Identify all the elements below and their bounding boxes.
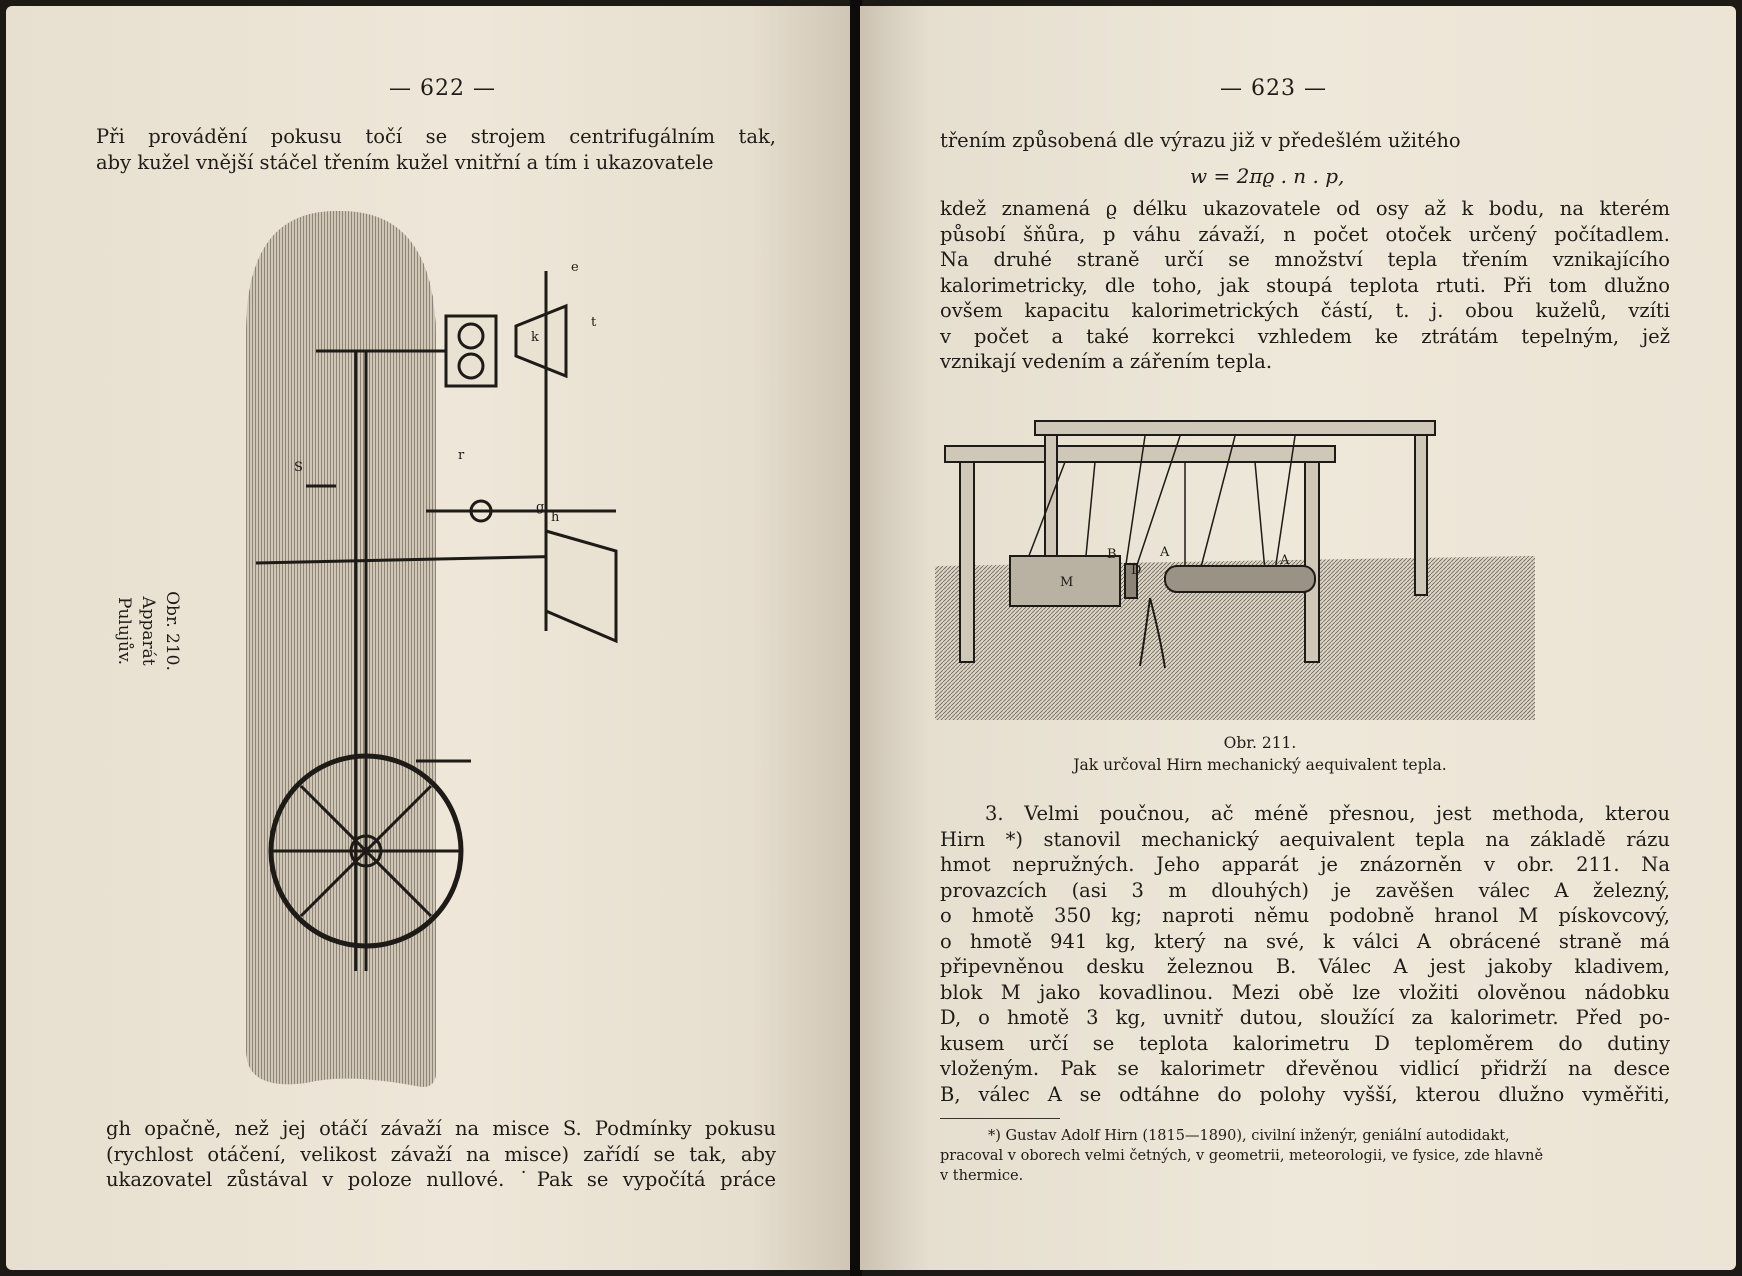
figure-label: e [571,260,579,275]
figure-label: t [591,315,597,330]
text-line: hmot nepružných. Jeho apparát je znázorněn v obr. 211. Na [940,853,1670,876]
figure-210-background [246,211,436,1087]
text-line: vloženým. Pak se kalorimetr dřevěnou vidlicí přidrží na desce [940,1057,1670,1080]
figure-211-illustration [935,406,1535,726]
formula: w = 2πϱ . n . p, [1190,164,1345,188]
footnote [940,1126,1670,1186]
text-line: 3. Velmi poučnou, ač méně přesnou, jest methoda, kterou [985,802,1670,825]
left-top-paragraph [96,124,776,175]
text-line: ovšem kapacitu kalorimetrických částí, t. j. obou kuželů, vzíti [940,299,1670,322]
figure-label: h [551,510,560,525]
footnote-line: pracoval v oborech velmi četných, v geometrii, meteorologii, ve fysice, zde hlavně [940,1148,1544,1164]
text-line: Na druhé straně určí se množství tepla třením vznikajícího [940,248,1670,271]
text-line: Hirn *) stanovil mechanický aequivalent tepla na základě rázu [940,827,1670,851]
text-line: provazcích (asi 3 m dlouhých) je zavěšen válec A železný, [940,878,1670,902]
text-line: připevněnou desku železnou B. Válec A jest jakoby kladivem, [940,955,1670,978]
left-page [6,6,852,1270]
figure-label: r [458,448,465,463]
text-line: o hmotě 941 kg, který na své, k válci A obrácené straně má [940,929,1670,953]
text-line: ukazovatel zůstával v poloze nullové. ˙Pak se vypočítá práce [106,1168,776,1191]
text-line: kalorimetricky, dle toho, jak stoupá teplota rtuti. Při tom dlužno [940,273,1670,297]
text-line: aby kužel vnější stáčel třením kužel vnitřní a tím i ukazovatele [96,150,714,174]
right-paragraph-2 [940,801,1670,1107]
figure-210-illustration [246,211,666,1091]
right-first-line [940,128,1580,154]
text-line: Při provádění pokusu točí se strojem centrifugálním tak, [96,125,776,148]
text-line: gh opačně, než jej otáčí závaží na misce S. Podmínky pokusu [106,1117,776,1140]
page-number-right: — 623 — [1220,76,1327,101]
text-line: v počet a také korrekci vzhledem ke ztrátám tepelným, jež [940,324,1670,348]
figure-caption-title: Apparát Pulujův. [114,596,158,666]
text-line: kusem určí se teplota kalorimetru D teploměrem do dutiny [940,1031,1670,1055]
left-bottom-paragraph [106,1116,776,1193]
footnote-line: v thermice. [940,1168,1024,1184]
text-line: o hmotě 350 kg; naproti němu podobně hranol M pískovcový, [940,904,1670,927]
figure-caption-number: Obr. 210. [162,591,182,671]
figure-label: S [294,460,303,475]
figure-label: g [536,500,545,515]
footnote-line: *) Gustav Adolf Hirn (1815—1890), civilní inženýr, geniální autodidakt, [988,1128,1510,1144]
figure-caption-title: Jak určoval Hirn mechanický aequivalent tepla. [1073,756,1447,774]
figure-210-caption [112,571,184,691]
right-paragraph-1 [940,196,1670,375]
figure-label: k [531,330,539,345]
figure-label: B [1107,547,1117,562]
right-page [860,6,1736,1270]
figure-caption-number: Obr. 211. [1223,734,1297,752]
text-line: (rychlost otáčení, velikost závaží na misce) zařídí se tak, aby [106,1142,776,1166]
text-line: působí šňůra, p váhu závaží, n počet otoček určený počítadlem. [940,222,1670,246]
page-number-left: — 622 — [389,76,496,101]
footnote-rule [940,1118,1060,1119]
text-line: třením způsobená dle výrazu již v předešlém užitého [940,129,1461,152]
text-line: vznikají vedením a zářením tepla. [940,350,1273,373]
figure-label: A [1280,553,1290,568]
figure-label: A [1160,545,1170,560]
text-line: blok M jako kovadlinou. Mezi obě lze vložiti olověnou nádobku [940,980,1670,1004]
figure-label: D [1131,563,1142,578]
text-line: D, o hmotě 3 kg, uvnitř dutou, sloužící za kalorimetr. Před po- [940,1006,1670,1029]
figure-211-caption [940,732,1580,776]
text-line: B, válec A se odtáhne do polohy vyšší, kterou dlužno vyměřiti, [940,1082,1670,1106]
text-line: kdež znamená ϱ délku ukazovatele od osy až k bodu, na kterém [940,197,1670,220]
figure-label: M [1060,575,1074,590]
